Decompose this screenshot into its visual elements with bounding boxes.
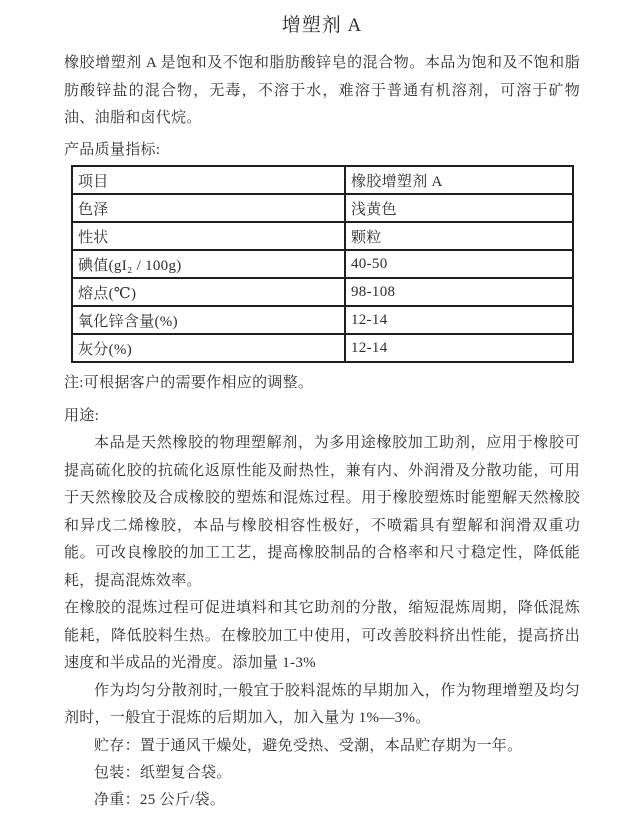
net-weight-line: 净重：25 公斤/袋。 bbox=[94, 791, 226, 808]
spec-label: 色泽 bbox=[72, 194, 345, 222]
table-note: 注:可根据客户的需要作相应的调整。 bbox=[64, 375, 314, 391]
spec-table bbox=[71, 165, 574, 363]
table-row bbox=[72, 306, 573, 334]
spec-label: 熔点(℃) bbox=[72, 278, 345, 306]
table-row bbox=[72, 194, 573, 222]
spec-table-body bbox=[72, 166, 573, 362]
spec-label: 氧化锌含量(%) bbox=[72, 306, 345, 334]
page-title: 增塑剂 A bbox=[281, 15, 363, 36]
spec-value: 12-14 bbox=[345, 334, 573, 362]
intro-paragraph: 橡胶增塑剂 A 是饱和及不饱和脂肪酸锌皂的混合物。本品为饱和及不饱和脂肪酸锌盐的混合物，无毒，不溶于水，难溶于普通有机溶剂，可溶于矿物油、油脂和卤代烷。 bbox=[64, 55, 580, 126]
spec-label: 碘值(gI₂ / 100g) bbox=[72, 250, 345, 278]
storage-line: 贮存：置于通风干燥处，避免受热、受潮，本品贮存期为一年。 bbox=[94, 737, 523, 754]
table-row bbox=[72, 334, 573, 362]
packaging-line: 包装：纸塑复合袋。 bbox=[94, 764, 232, 781]
spec-value: 浅黄色 bbox=[345, 194, 573, 222]
usage-heading: 用途: bbox=[64, 407, 100, 424]
spec-value: 橡胶增塑剂 A bbox=[345, 166, 573, 194]
spec-value: 颗粒 bbox=[345, 222, 573, 250]
spec-label: 灰分(%) bbox=[72, 334, 345, 362]
table-row bbox=[72, 166, 573, 194]
spec-value: 40-50 bbox=[345, 250, 573, 278]
spec-label: 性状 bbox=[72, 222, 345, 250]
spec-label: 项目 bbox=[72, 166, 345, 194]
table-row bbox=[72, 278, 573, 306]
usage-paragraph-2: 在橡胶的混炼过程可促进填料和其它助剂的分散，缩短混炼周期，降低混炼能耗，降低胶料生热。在橡胶加工中使用，可改善胶料挤出性能，提高挤出速度和半成品的光滑度。添加量 1-3% bbox=[64, 600, 580, 671]
dosage-paragraph: 作为均匀分散剂时,一般宜于胶料混炼的早期加入，作为物理增塑及均匀剂时，一般宜于混炼的后期加入，加入量为 1%—3%。 bbox=[64, 682, 580, 726]
table-row bbox=[72, 222, 573, 250]
spec-table-heading: 产品质量指标: bbox=[64, 141, 161, 158]
spec-value: 12-14 bbox=[345, 306, 573, 334]
table-row bbox=[72, 250, 573, 278]
usage-paragraph-1: 本品是天然橡胶的物理塑解剂，为多用途橡胶加工助剂，应用于橡胶可提高硫化胶的抗硫化返原性能及耐热性，兼有内、外润滑及分散功能，可用于天然橡胶及合成橡胶的塑炼和混炼过程。用于橡胶塑炼时能塑解天然橡胶和异戊二烯橡胶，本品与橡胶相容性极好，不喷霜具有塑解和润滑双重功能。可改良橡胶的加工工艺，提高橡胶制品的合格率和尺寸稳定性，降低能耗，提高混炼效率。 bbox=[64, 435, 580, 589]
spec-value: 98-108 bbox=[345, 278, 573, 306]
